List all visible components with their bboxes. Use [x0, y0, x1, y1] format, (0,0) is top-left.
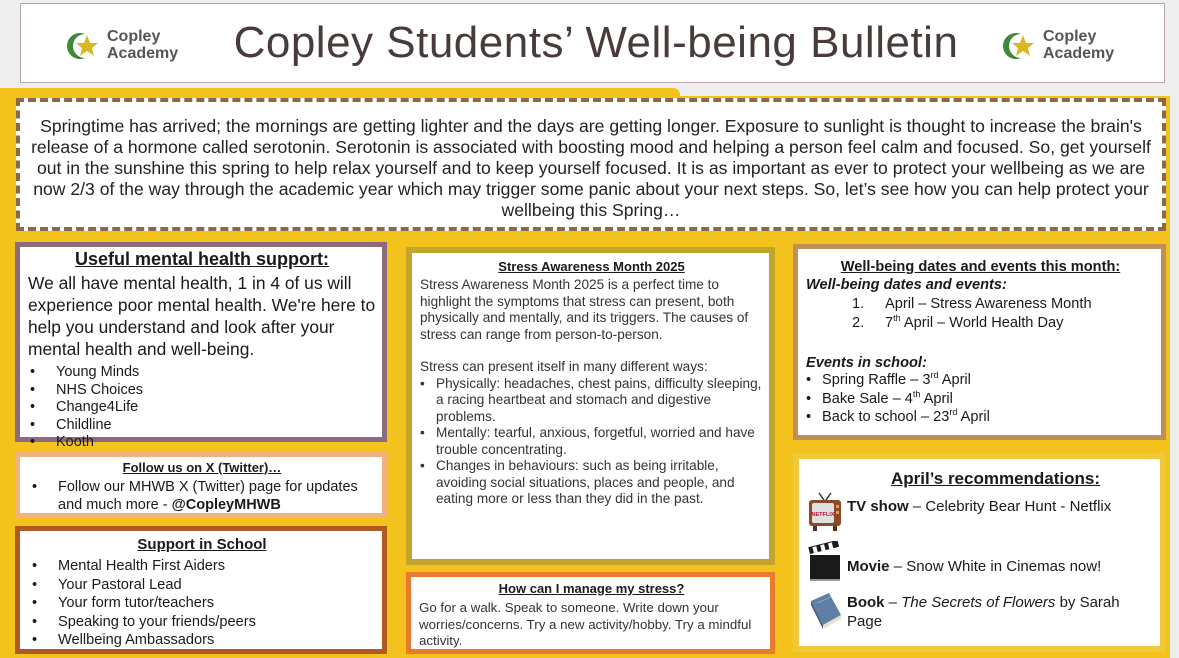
support-heading: Support in School: [137, 536, 267, 553]
date-item: 1. April – Stress Awareness Month: [852, 296, 1092, 312]
book-title: The Secrets of Flowers: [901, 594, 1056, 611]
netflix-tv-icon: [807, 491, 843, 533]
page-title: Copley Students’ Well-being Bulletin: [233, 18, 959, 67]
logo-line1: Copley: [107, 28, 161, 45]
list-item: • Mentally: tearful, anxious, forgetful, worried and have trouble concentrating.: [420, 425, 763, 458]
dates-heading: Well-being dates and events this month:: [840, 259, 1121, 275]
event-item: • Bake Sale – 4th April: [806, 390, 1155, 409]
manage-heading: How can I manage my stress?: [498, 581, 685, 596]
svg-text:NETFLIX: NETFLIX: [811, 512, 835, 518]
stress-para2: Stress can present itself in many different ways:: [420, 359, 708, 374]
rec-tv: [807, 491, 1154, 533]
book-author: by Sarah Page: [847, 594, 1120, 630]
useful-support-panel: [15, 242, 387, 450]
list-item: • Your Pastoral Lead: [30, 576, 374, 595]
recs-heading: April’s recommendations:: [890, 469, 1101, 488]
logo-line2: Academy: [107, 45, 179, 62]
follow-text: Follow our MHWB X (Twitter) page for updates and much more -: [58, 479, 358, 513]
follow-item: [30, 479, 374, 514]
logo-line1: Copley: [1043, 28, 1097, 45]
events-heading: Events in school:: [806, 355, 927, 371]
event-item: • Back to school – 23rd April: [806, 408, 1155, 427]
stress-para1: Stress Awareness Month 2025 is a perfect time to highlight the symptoms that stress can present, both physically and mentally, and its triggers. The causes of stress can range from person-to-person.: [420, 277, 749, 342]
useful-heading: Useful mental health support:: [74, 249, 330, 269]
date-item: 2. 7th April – World Health Day: [852, 313, 1064, 331]
clapperboard-icon: [807, 541, 843, 583]
dates-subheading: Well-being dates and events:: [806, 277, 1007, 293]
useful-list: [28, 364, 376, 452]
list-item: • Childline: [28, 417, 376, 435]
list-item: • Speaking to your friends/peers: [30, 613, 374, 632]
copley-star-logo-icon: [999, 30, 1039, 60]
stress-heading: Stress Awareness Month 2025: [498, 259, 685, 274]
twitter-handle-link[interactable]: @CopleyMHWB: [171, 496, 281, 513]
copley-star-logo-icon: [63, 30, 103, 60]
list-item: • Young Minds: [28, 364, 376, 382]
tv-label: TV show: [847, 497, 909, 515]
right-edge: [1170, 0, 1179, 658]
list-item: • Mental Health First Aiders: [30, 557, 374, 576]
rec-book: Book – The Secrets of Flowers by Sarah Page: [807, 589, 1154, 631]
rec-movie: [807, 541, 1154, 583]
book-icon: [807, 589, 843, 631]
movie-text: – Snow White in Cinemas now!: [889, 557, 1102, 575]
list-item: • Your form tutor/teachers: [30, 594, 374, 613]
tv-text: – Celebrity Bear Hunt - Netflix: [908, 497, 1112, 515]
manage-body: Go for a walk. Speak to someone. Write down your worries/concerns. Try a new activity/hobby. Try a mindful activity.: [419, 600, 752, 648]
copley-logo-right: [999, 28, 1114, 62]
intro-text: Springtime has arrived; the mornings are getting lighter and the days are getting longer. Exposure to sunlight is thought to increase the brain's release of a hormone called serotonin. Serotonin is associated with boosting mood and helping a person feel calm and focused. So, get yourself out in the sunshine this spring to help relax yourself and to keep yourself focused. It is as important as ever to protect your wellbeing as we are now 2/3 of the way through the academic year which may trigger some panic about your next steps. So, let’s see how you can help protect your wellbeing this Spring…: [31, 116, 1151, 220]
event-item: • Spring Raffle – 3rd April: [806, 371, 1155, 390]
list-item: • Kooth: [28, 434, 376, 452]
copley-logo-left: [63, 28, 178, 62]
logo-line2: Academy: [1043, 45, 1115, 62]
follow-heading: Follow us on X (Twitter)…: [122, 460, 282, 475]
movie-label: Movie: [847, 557, 890, 575]
manage-stress-panel: [406, 572, 775, 654]
list-item: • Wellbeing Ambassadors: [30, 631, 374, 650]
support-panel: [15, 526, 387, 654]
bulletin-header: [20, 3, 1165, 83]
list-item: • Physically: headaches, chest pains, difficulty sleeping, a racing heartbeat and stomach and digestive problems.: [420, 376, 763, 426]
follow-panel: [15, 452, 387, 518]
dates-events-panel: [793, 244, 1166, 440]
list-item: • NHS Choices: [28, 382, 376, 400]
list-item: • Changes in behaviours: such as being irritable, avoiding social situations, places and people, and eating more or less than they did in the past.: [420, 458, 763, 508]
stress-awareness-panel: [406, 247, 775, 565]
intro-text-box: [16, 98, 1166, 231]
recommendations-panel: [793, 453, 1166, 652]
book-label: Book: [847, 594, 885, 611]
list-item: • Change4Life: [28, 399, 376, 417]
useful-body: We all have mental health, 1 in 4 of us will experience poor mental health. We're here to help you understand and look after your mental health and well-being.: [28, 273, 376, 359]
